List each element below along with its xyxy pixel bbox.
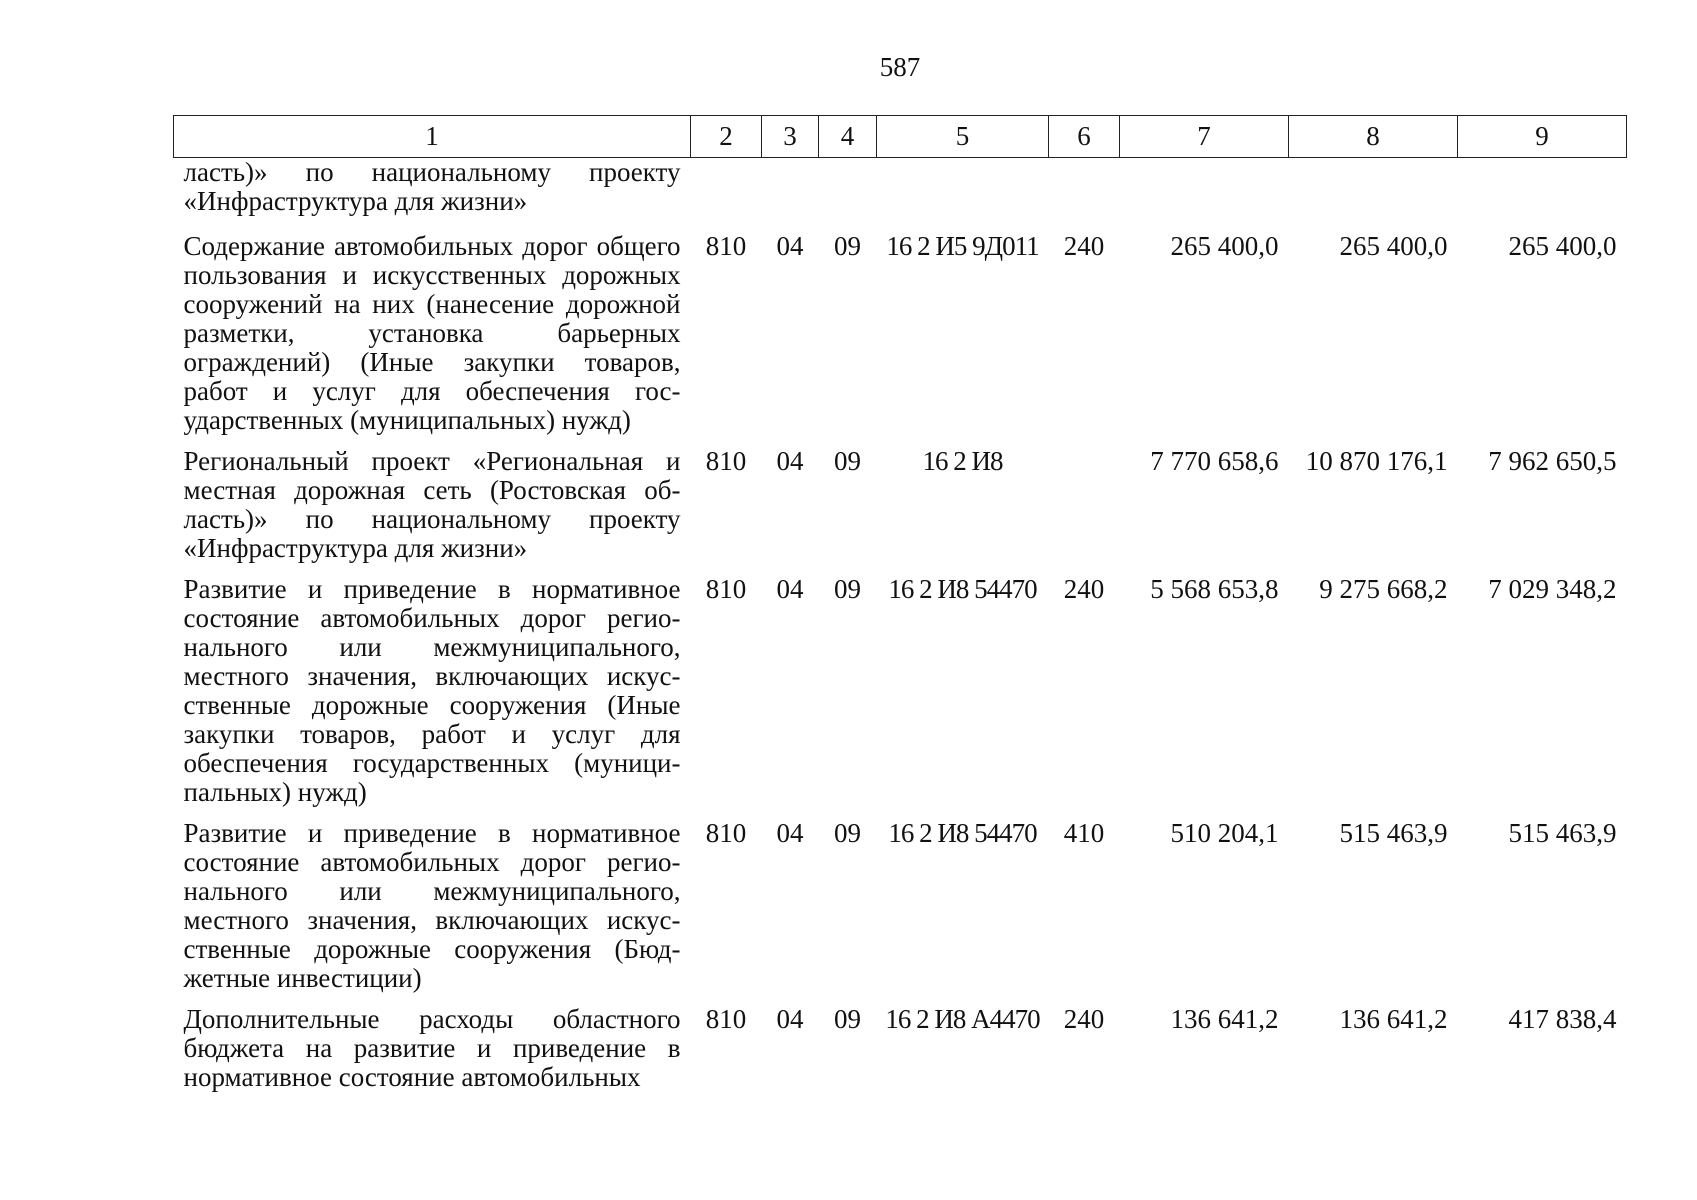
cell-target-article: 16 2 И8 54470 [888, 574, 1037, 604]
header-col-1: 1 [174, 116, 691, 158]
cell-amount-col7: 136 641,2 [1170, 1004, 1279, 1034]
cell-section: 04 [776, 574, 804, 604]
row-description: Развитие и приведение в нормативное состояние автомобильных дорог регионального или межмуниципального, местного значения, включающих искусственные дорожные сооружения (Бюджетные инвестиции) [183, 818, 681, 993]
cell-amount-col9 [1458, 158, 1627, 233]
page-number: 587 [879, 52, 921, 82]
cell-expense-type: 410 [1063, 818, 1105, 848]
cell-target-article: 16 2 И8 54470 [888, 818, 1037, 848]
row-description: ласть)» по национальному проекту «Инфраструктура для жизни» [183, 157, 681, 216]
cell-section: 04 [776, 1004, 804, 1034]
cell-expense-type [1049, 447, 1120, 575]
cell-subsection: 09 [834, 1004, 861, 1034]
cell-amount-col7: 510 204,1 [1170, 818, 1279, 848]
cell-admin-code: 810 [705, 574, 747, 604]
cell-target-article [877, 158, 1049, 233]
table-row [174, 819, 1627, 1005]
cell-amount-col8 [1289, 158, 1458, 233]
cell-amount-col8: 10 870 176,1 [1305, 446, 1448, 476]
cell-subsection [819, 158, 877, 233]
cell-amount-col9: 417 838,4 [1508, 1004, 1617, 1034]
cell-amount-col8: 136 641,2 [1339, 1004, 1448, 1034]
header-col-3: 3 [762, 116, 819, 158]
cell-amount-col8: 515 463,9 [1339, 818, 1448, 848]
cell-target-article: 16 2 И5 9Д011 [886, 231, 1039, 261]
header-col-4: 4 [819, 116, 877, 158]
cell-section [762, 158, 819, 233]
cell-amount-col9: 265 400,0 [1508, 231, 1617, 261]
header-col-5: 5 [877, 116, 1049, 158]
cell-admin-code: 810 [705, 1004, 747, 1034]
row-description: Региональный проект «Региональная и местная дорожная сеть (Ростовская область)» по национальному проекту «Инфраструктура для жизни» [183, 446, 681, 563]
cell-amount-col9: 515 463,9 [1508, 818, 1617, 848]
table-row [174, 447, 1627, 575]
cell-amount-col9: 7 962 650,5 [1488, 446, 1617, 476]
header-row [174, 116, 1627, 158]
cell-expense-type: 240 [1063, 1004, 1105, 1034]
cell-subsection: 09 [834, 446, 861, 476]
header-col-8: 8 [1289, 116, 1458, 158]
cell-expense-type [1049, 158, 1120, 233]
cell-amount-col8: 9 275 668,2 [1319, 574, 1448, 604]
row-description: Дополнительные расходы областного бюджета на развитие и приведение в нормативное состояние автомобильных [183, 1004, 681, 1092]
cell-expense-type: 240 [1063, 574, 1105, 604]
cell-section: 04 [776, 446, 804, 476]
cell-subsection: 09 [834, 818, 861, 848]
cell-amount-col9: 7 029 348,2 [1488, 574, 1617, 604]
row-description: Содержание автомобильных дорог общего пользования и искусственных дорожных сооружений на них (нанесение дорожной разметки, установка барьерных ограждений) (Иные закупки товаров, работ и услуг для обеспечения государственных (муниципальных) нужд) [183, 231, 681, 435]
cell-admin-code: 810 [705, 446, 747, 476]
header-col-6: 6 [1049, 116, 1120, 158]
cell-admin-code: 810 [705, 818, 747, 848]
header-col-9: 9 [1458, 116, 1627, 158]
row-description: Развитие и приведение в нормативное состояние автомобильных дорог регионального или межмуниципального, местного значения, включающих искусственные дорожные сооружения (Иные закупки товаров, работ и услуг для обеспечения государственных (муниципальных) нужд) [183, 574, 681, 807]
cell-amount-col8: 265 400,0 [1339, 231, 1448, 261]
cell-expense-type: 240 [1063, 231, 1105, 261]
cell-admin-code: 810 [705, 231, 747, 261]
cell-amount-col7: 265 400,0 [1170, 231, 1279, 261]
cell-amount-col7 [1120, 158, 1289, 233]
table-row [174, 575, 1627, 819]
cell-target-article: 16 2 И8 А4470 [885, 1004, 1040, 1034]
budget-table [173, 115, 1627, 1104]
table-row [174, 232, 1627, 447]
cell-amount-col7: 5 568 653,8 [1150, 574, 1279, 604]
cell-subsection: 09 [834, 574, 861, 604]
table-row [174, 1005, 1627, 1104]
cell-target-article: 16 2 И8 [922, 446, 1003, 476]
cell-section: 04 [776, 231, 804, 261]
cell-section: 04 [776, 818, 804, 848]
cell-amount-col7: 7 770 658,6 [1150, 446, 1279, 476]
table-row [174, 158, 1627, 233]
cell-subsection: 09 [834, 231, 861, 261]
header-col-7: 7 [1120, 116, 1289, 158]
header-col-2: 2 [691, 116, 762, 158]
cell-admin-code [691, 158, 762, 233]
